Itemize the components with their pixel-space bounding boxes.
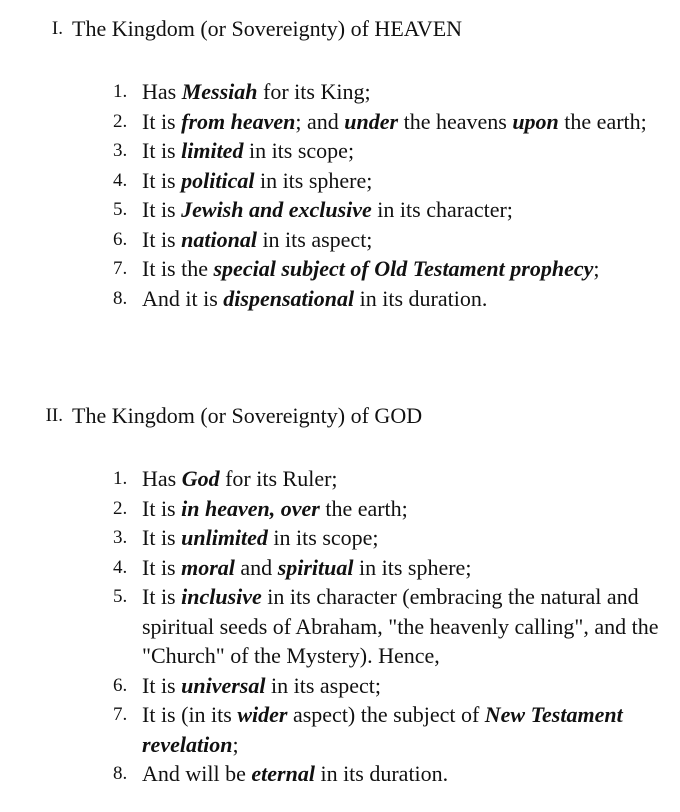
plain-text: ;: [232, 731, 239, 757]
section-title: The Kingdom (or Sovereignty) of HEAVEN: [72, 16, 463, 41]
list-item: [0, 136, 680, 166]
list-item: [0, 582, 680, 671]
list-item: [0, 254, 680, 284]
list-item-number: 1.: [113, 81, 128, 102]
plain-text: in its duration.: [354, 285, 488, 311]
section-numeral: II.: [45, 405, 63, 426]
emphasis-text: wider: [237, 702, 288, 727]
plain-text: the heavens: [398, 108, 513, 134]
section-heading: [0, 401, 680, 431]
list-item-number: 4.: [113, 169, 128, 191]
list-item-text: [142, 168, 372, 193]
numbered-list: [0, 464, 680, 789]
list-item: [0, 700, 680, 759]
plain-text: in its aspect;: [256, 226, 373, 252]
plain-text: It is: [142, 167, 182, 193]
emphasis-text: eternal: [251, 761, 315, 786]
section-heading: [0, 14, 680, 44]
list-item-number: 8.: [113, 763, 128, 784]
list-item: [0, 494, 680, 524]
plain-text: Has: [142, 79, 182, 104]
emphasis-text: universal: [181, 672, 266, 698]
list-item: [0, 166, 680, 196]
emphasis-text: Messiah: [181, 79, 258, 104]
list-item-number: 5.: [113, 199, 128, 220]
plain-text: in its sphere;: [353, 554, 472, 580]
list-item-number: 1.: [113, 468, 128, 489]
plain-text: ;: [593, 256, 600, 281]
list-item-text: [142, 138, 354, 163]
plain-text: in its sphere;: [254, 167, 373, 193]
plain-text: in its character;: [371, 197, 513, 222]
emphasis-text: Jewish and exclusive: [181, 197, 372, 222]
list-item-number: 6.: [113, 228, 128, 250]
list-item-text: [142, 584, 658, 668]
list-item: [0, 225, 680, 255]
emphasis-text: in heaven, over: [181, 495, 320, 521]
emphasis-text: New Testament revelation: [142, 702, 623, 757]
plain-text: and: [234, 554, 278, 580]
list-item-number: 2.: [113, 110, 128, 132]
plain-text: It is: [142, 584, 182, 609]
plain-text: It is: [142, 197, 182, 222]
plain-text: the earth;: [319, 495, 408, 521]
section-kingdom-of-god: [0, 401, 680, 789]
emphasis-text: inclusive: [181, 584, 262, 609]
emphasis-text: unlimited: [181, 525, 268, 550]
list-item-number: 7.: [113, 704, 128, 725]
plain-text: It is: [142, 672, 182, 698]
list-item-number: 3.: [113, 527, 128, 548]
emphasis-text: under: [344, 108, 399, 134]
list-item: [0, 553, 680, 583]
plain-text: for its King;: [257, 79, 371, 104]
emphasis-text: limited: [181, 138, 244, 163]
list-item: [0, 671, 680, 701]
emphasis-text: from heaven: [181, 108, 296, 134]
list-item: [0, 77, 680, 107]
list-item-text: [142, 673, 381, 698]
emphasis-text: upon: [512, 108, 559, 134]
emphasis-text: national: [181, 226, 257, 252]
plain-text: It is: [142, 138, 182, 163]
plain-text: in its duration.: [314, 761, 449, 786]
list-item-text: [142, 555, 471, 580]
plain-text: the earth;: [558, 108, 647, 134]
plain-text: It is: [142, 108, 182, 134]
list-item: [0, 195, 680, 225]
plain-text: for its Ruler;: [219, 466, 338, 491]
emphasis-text: moral: [181, 554, 235, 580]
plain-text: in its scope;: [267, 525, 379, 550]
list-item: [0, 523, 680, 553]
plain-text: It is the: [142, 256, 214, 281]
plain-text: in its aspect;: [265, 672, 381, 698]
list-item-text: [142, 496, 408, 521]
plain-text: in its character (embracing the natural and spiritual seeds of Abraham, "the heavenly calling", and the "Church" of the Mystery). Hence,: [142, 584, 659, 668]
plain-text: It is (in its: [142, 702, 238, 727]
list-item-text: [142, 256, 600, 281]
emphasis-text: spiritual: [277, 554, 354, 580]
numbered-list: [0, 77, 680, 313]
list-item-number: 8.: [113, 287, 128, 309]
plain-text: It is: [142, 525, 182, 550]
list-item: [0, 107, 680, 137]
plain-text: And will be: [142, 761, 252, 786]
plain-text: Has: [142, 466, 182, 491]
list-item-number: 2.: [113, 497, 128, 519]
list-item-text: [142, 286, 487, 311]
plain-text: in its scope;: [243, 138, 355, 163]
section-kingdom-of-heaven: [0, 14, 680, 313]
list-item-text: [142, 197, 513, 222]
plain-text: It is: [142, 226, 182, 252]
list-item-text: [142, 227, 372, 252]
list-item-number: 6.: [113, 674, 128, 696]
list-item: [0, 759, 680, 789]
plain-text: It is: [142, 495, 182, 521]
list-item-number: 3.: [113, 140, 128, 161]
list-item-text: [142, 525, 379, 550]
list-item-text: [142, 79, 371, 104]
list-item: [0, 284, 680, 314]
list-item-number: 7.: [113, 258, 128, 279]
section-numeral: I.: [51, 18, 63, 39]
emphasis-text: God: [181, 466, 220, 491]
section-title: The Kingdom (or Sovereignty) of GOD: [72, 403, 423, 428]
list-item-number: 4.: [113, 556, 128, 578]
plain-text: It is: [142, 554, 182, 580]
plain-text: ; and: [295, 108, 345, 134]
plain-text: aspect) the subject of: [287, 702, 485, 727]
list-item: [0, 464, 680, 494]
emphasis-text: special subject of Old Testament prophecy: [213, 256, 594, 281]
list-item-text: [142, 761, 448, 786]
list-item-text: [142, 466, 338, 491]
list-item-number: 5.: [113, 586, 128, 607]
plain-text: And it is: [142, 285, 224, 311]
list-item-text: [142, 702, 623, 757]
emphasis-text: political: [181, 167, 255, 193]
emphasis-text: dispensational: [223, 285, 355, 311]
list-item-text: [142, 109, 647, 134]
